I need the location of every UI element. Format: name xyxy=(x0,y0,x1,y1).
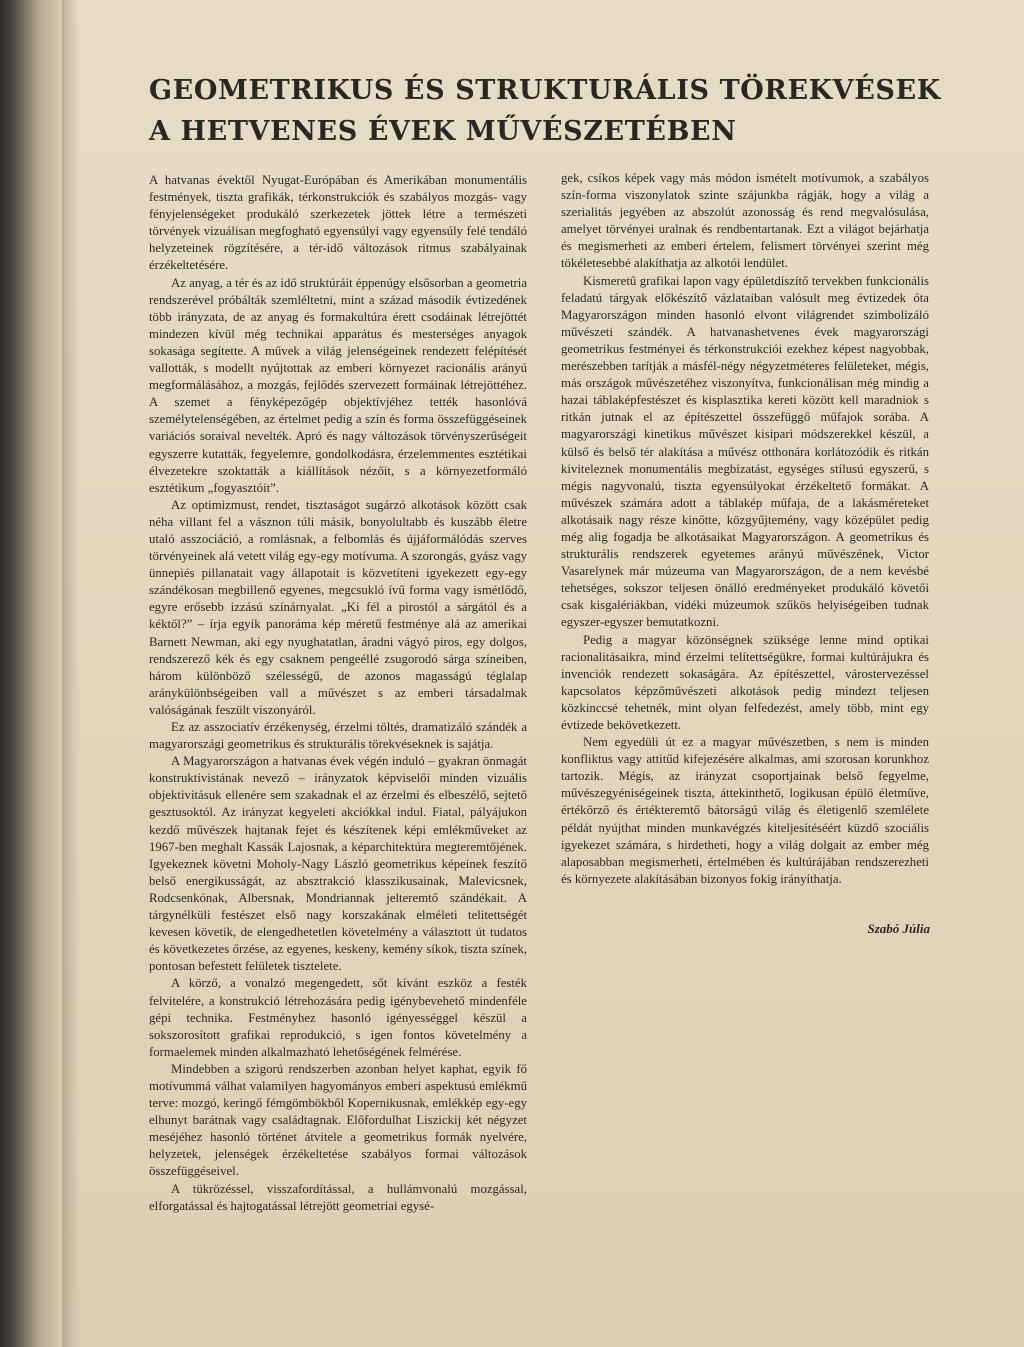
article-title xyxy=(149,70,949,152)
article-title-line-2: A HETVENES ÉVEK MŰVÉSZETÉBEN xyxy=(149,116,737,147)
paragraph: A tükrözéssel, visszafordítással, a hullámvonalú mozgással, elforgatással és hajtogatással létrejött geometriai egysé- xyxy=(149,1181,527,1213)
paragraph: A körző, a vonalzó megengedett, sőt kívánt eszköz a festék felvitelére, a konstrukció létrehozására pedig igénybevehető mindenféle gépi technika. Festményhez hasonló igényességgel készül a sokszorosított grafikai reprodukció, s igen fontos követelmény a formaelemek minden alkalmazható lehetőségének felmérése. xyxy=(149,976,527,1059)
paragraph: gek, csíkos képek vagy más módon ismételt motívumok, a szabályos szín-forma viszonylatok szinte szájunkba rágják, hogy a világ a szerialitás jegyében az abszolút azonosság és rend megvalósulása, amelyet törvényei uralnak és rendbentartanak. Ezt a világot bejárhatja és megismerheti az emberi értelem, felismert törvényei szerint még tökéletesebbé alakíthatja az alkotói lendület. xyxy=(561,171,929,271)
paragraph: A Magyarországon a hatvanas évek végén induló – gyakran önmagát konstruktivistának nevező – irányzatok képviselői minden vizuális objektivitásuk ellenére sem szakadnak el az érzelmi és elbeszélő, sejtető gesztusoktól. Az irányzat kegyeleti akciókkal indul. Fiatal, pályájukon kezdő művészek hajtanak fejet és készítenek képi emlékműveket az 1967-ben meghalt Kassák Lajosnak, a képarchitektúra megteremtőjének. Igyekeznek követni Moholy-Nagy László geometrikus képeinek feszítő belső energikusságát, az absztrakció klasszikusainak, Malevicsnek, Rodcsenkónak, Albersnak, Mondriannak jelteremtő szándékait. A tárgynélküli festészet első nagy korszakának elméleti telitettségét kevesen követik, de elengedhetetlen követelmény a választott út tudatos és következetes őrzése, az egyenes, keskeny, kemény síkok, tiszta színek, pontosan befestett felületek tisztelete. xyxy=(149,754,527,974)
author-signature: Szabó Júlia xyxy=(867,921,930,936)
article-title-line-1: GEOMETRIKUS ÉS STRUKTURÁLIS TÖREKVÉSEK xyxy=(149,75,941,106)
paragraph: Az anyag, a tér és az idő struktúráit éppenúgy elsősorban a geometria rendszerével próbálták szemléltetni, mint a század második évtizedének több irányzata, de az anyag és formakultúra érett csodáinak létrejöttét mindezen kívül még technikai apparátus és mesterséges anyagok sokasága segítette. A művek a világ jelenségeinek rendezett felépítését vallották, s modellt nyújtottak az emberi környezet racionális arányú megformálásához, a mozgás, fejlődés szervezett formáinak létrejöttéhez. A szemet a fényképezőgép objektívjéhez tették hasonlóvá személytelenségében, az értelmet pedig a szín és forma összefüggéseinek variációs soraival nevelték. Apró és nagy változások törvényszerűségeit egyszerre kutatták, fegyelemre, gondolkodásra, érzelemmentes esztétikai élvezetekre szoktatták a kiállítások nézőit, s a környezetformáló esztétikum „fogyasztóit”. xyxy=(149,275,527,495)
paragraph: Kismeretű grafikai lapon vagy épületdíszítő tervekben funkcionális feladatú tárgyak előkészítő vázlataiban valósult meg évtizedek óta Magyarországon minden hasonló elvont világrendet szimbolizáló művészeti szándék. A hatvanashetvenes évek magyarországi geometrikus festményei és térkonstrukciói ezekhez képest nagyobbak, merészebben tarítják a másfél-négy négyzetméteres felületeket, mégis, más országok művészetéhez viszonyítva, funkcionálisan még mindig a hazai táblaképfestészet és kisplasztika kereti között kell maradniok s ritkán jutnak el az építészettel összefüggő műfajok sorába. A magyarországi kinetikus művészet kisipari módszerekkel készül, a külső és belső tér alakítása a művész otthonára korlátozódik és ritkán kiviteleznek monumentális megbízatást, egységes stílusú egyszerű, s mégis nagyvonalú, tiszta egyensúlyokat érzékeltető formákat. A művészek számára adott a táblakép műfaja, de a lakásméreteket alkotásaik nagy része kinőtte, közgyűjtemény, vagy középület pedig még alig fogadja be alkotásaikat Magyarországon. A geometrikus és strukturális rendszerek egyetemes arányú művészének, Victor Vasarelynek már múzeuma van Magyarországon, de a nem kevésbé tehetséges, sokszor teljesen önálló eredményeket produkáló követői csak kisgalériákban, vidéki múzeumok szűkös helyiségeiben tudnak egyszer-egyszer bemutatkozni. xyxy=(561,273,929,630)
article-column-right xyxy=(561,170,929,888)
paragraph: Nem egyedüli út ez a magyar művészetben, s nem is minden konfliktus vagy attitűd kifejezésére alkalmas, ami szorosan korunkhoz tartozik. Mégis, az irányzat csoportjainak belső fegyelme, művészegyéniségeinek tiszta, áttekinthető, logikusan épülő életműve, értékőrző és értékteremtő bátorságú világ és életigenlő szemlélete példát nyújthat minden munkavégzés kiteljesítéséért küzdő szociális igyekezet számára, s hirdetheti, hogy a világ dolgait az ember még alaposabban megismerheti, értelmében és kultúrájában rendszerezheti és környezete alakításában bizonyos fokig irányíthatja. xyxy=(561,735,929,886)
page-fold-shadow xyxy=(62,0,80,1347)
paragraph: Mindebben a szigorú rendszerben azonban helyet kaphat, egyik fő motívummá válhat valamilyen hagyományos emberi aspektusú emlékmű terve: mozgó, keringő fémgömbökből Kopernikusnak, emlékkép egy-egy elhunyt barátnak vagy családtagnak. Előfordulhat Liszickij két négyzet meséjéhez hasonló történet átvitele a geometrikus formák nyelvére, helyzetek, jelenségek érzékeltetése szabályos formai változások összefüggéseivel. xyxy=(149,1061,527,1179)
paragraph: Ez az asszociatív érzékenység, érzelmi töltés, dramatizáló szándék a magyarországi geometrikus és strukturális törekvéseknek is sajátja. xyxy=(149,720,527,752)
article-column-left xyxy=(149,172,527,1215)
paragraph: A hatvanas évektől Nyugat-Európában és Amerikában monumentális festmények, tiszta grafikák, térkonstrukciók és szabályos mozgás- vagy fényjelenségeket produkáló szerkezetek jöttek létre a természeti törvények vizuálisan megfogható egyensúlyi vagy egyensúly felé tendáló helyzeteinek rögzítésére, a tér-idő változások ritmus szabályainak érzékeltetésére. xyxy=(149,173,527,273)
paragraph: Pedig a magyar közönségnek szüksége lenne mind optikai racionalitásaikra, mind érzelmi telítettségükre, formai kultúrájukra és invenciók rendezett sokaságára. Az építészettel, várostervezéssel kapcsolatos képzőművészeti alkotások pedig mindezt teljesen közkinccsé tehetnék, mint olyan felfedezést, amely több, mint egy évtizede bekövetkezett. xyxy=(561,632,929,732)
book-spine-shadow xyxy=(0,0,62,1347)
paragraph: Az optimizmust, rendet, tisztaságot sugárzó alkotások között csak néha villant fel a vásznon túli másik, bonyolultabb és kuszább életre utaló asszociáció, a romlásnak, a felbomlás és újjáformálódás szerves törvényeinek alá vetett világ egy-egy motívuma. A szorongás, gyász vagy ünnepiés pillanatait vagy állapotait is közvetíteni igyekezett egy-egy szándékosan megbillenő egyenes, megcsukló ívű forma vagy ismétlődő, egyre erősebb izzású színárnyalat. „Ki fél a pirostól a sárgától és a kéktől?” – írja egyik panoráma kép méretű festménye alá az amerikai Barnett Newman, aki egy nyughatatlan, áradni vágyó piros, egy dolgos, rendszerező kék és egy csaknem pengeéllé zsugorodó sárga színeiben, három különböző szélességű, de azonos magasságú téglalap aránykülönbségeiben vall a művészet s az emberi társadalmak valóságának feszült viszonyáról. xyxy=(149,497,527,717)
